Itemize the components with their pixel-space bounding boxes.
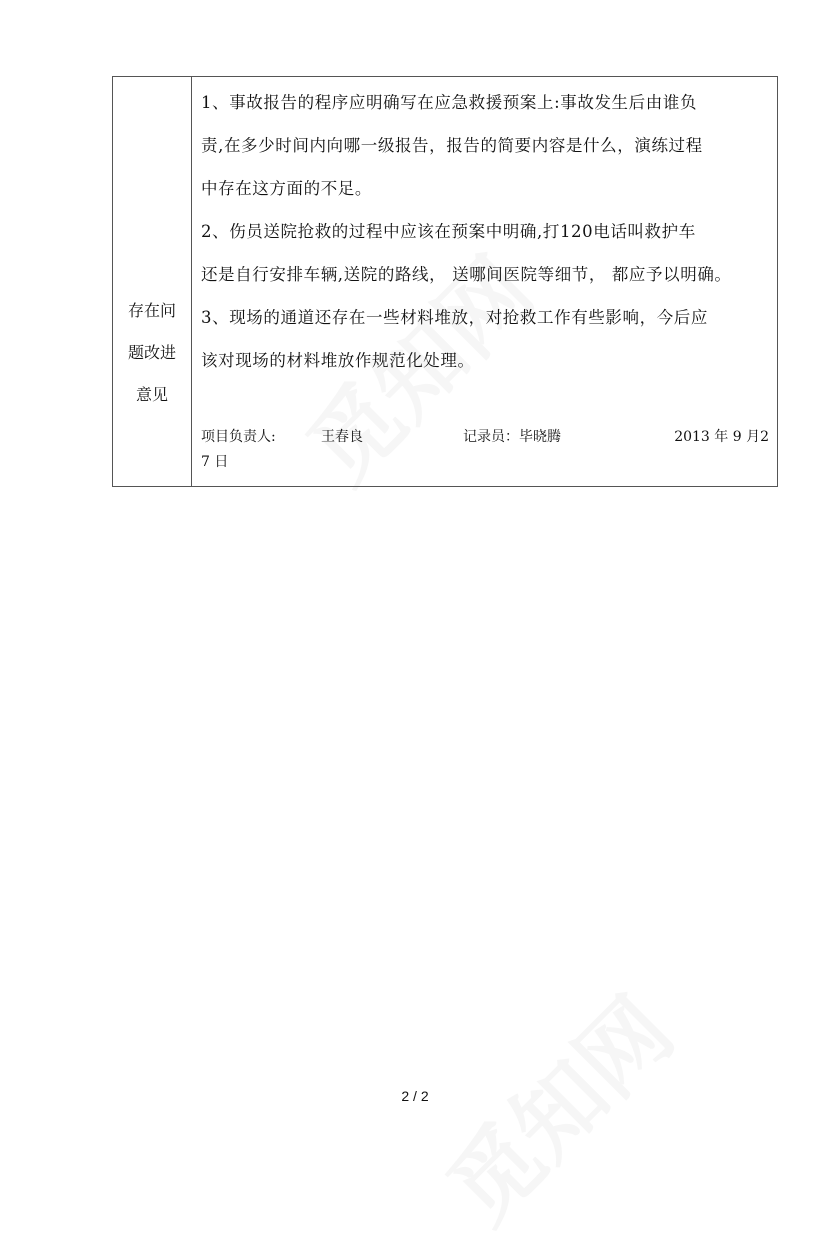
content-line: 3、现场的通道还存在一些材料堆放，对抢救工作有些影响，今后应 [201, 308, 708, 327]
manager-label: 项目负责人: [201, 429, 276, 445]
manager-name: 王春良 [321, 429, 363, 445]
date-continued: 7 日 [201, 454, 229, 470]
date: 2013 年 9 月2 [674, 429, 769, 445]
content-line: 责,在多少时间内向哪一级报告，报告的简要内容是什么，演练过程 [201, 136, 703, 155]
signature-block [201, 425, 769, 475]
row-label-line: 题改进 [127, 343, 176, 362]
column-divider [191, 77, 192, 486]
content-line: 该对现场的材料堆放作规范化处理。 [201, 351, 475, 370]
watermark [414, 964, 697, 1246]
page-number: 2 / 2 [401, 1088, 429, 1104]
content-line: 中存在这方面的不足。 [201, 179, 372, 198]
content-line: 1、事故报告的程序应明确写在应急救援预案上:事故发生后由谁负 [201, 93, 698, 112]
improvement-content [201, 81, 771, 382]
content-line: 2、伤员送院抢救的过程中应该在预案中明确,打120电话叫救护车 [201, 222, 696, 241]
row-label-line: 意见 [135, 385, 168, 404]
issues-table [112, 76, 778, 487]
recorder: 记录员：毕晓腾 [463, 429, 561, 445]
row-label-line: 存在问 [127, 301, 176, 320]
row-label [113, 290, 191, 416]
content-line: 还是自行安排车辆,送院的路线， 送哪间医院等细节， 都应予以明确。 [201, 265, 732, 284]
